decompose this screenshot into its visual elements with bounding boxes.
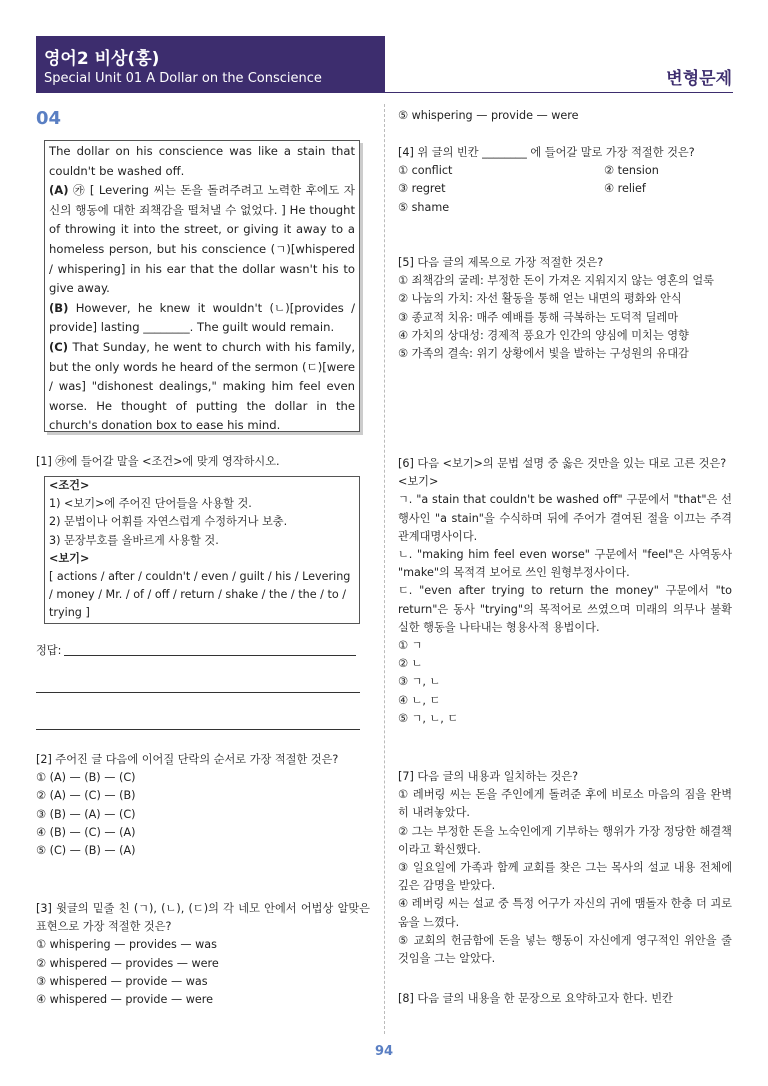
q6-bogi-heading: <보기> [398, 475, 439, 489]
q7-stem: [7] 다음 글의 내용과 일치하는 것은? [398, 770, 579, 783]
q2-option[interactable]: ③ (B) — (A) — (C) [36, 807, 136, 821]
q5-option[interactable]: ③ 종교적 치유: 매주 예배를 통해 극복하는 도덕적 딜레마 [398, 310, 679, 324]
answer-line[interactable] [36, 729, 360, 730]
q6-option[interactable]: ① ㄱ [398, 639, 423, 653]
q8-stem: [8] 다음 글의 내용을 한 문장으로 요약하고자 한다. 빈칸 [398, 992, 673, 1005]
question-5 [398, 254, 732, 363]
q3-option[interactable]: ① whispering — provides — was [36, 938, 217, 952]
passage-box [44, 140, 360, 432]
question-number: 04 [36, 108, 62, 129]
q6-stem: [6] 다음 <보기>의 문법 설명 중 옳은 것만을 있는 대로 고른 것은? [398, 457, 727, 470]
q7-option[interactable]: ⑤ 교회의 헌금함에 돈을 넣는 행동이 자신에게 영구적인 위안을 줄 것임을 그는 알았다. [398, 933, 732, 966]
q4-option[interactable]: ① conflict [398, 164, 453, 178]
q5-option[interactable]: ④ 가치의 상대성: 경제적 풍요가 인간의 양심에 미치는 영향 [398, 328, 689, 342]
question-2 [36, 751, 370, 860]
q2-option[interactable]: ④ (B) — (C) — (A) [36, 825, 136, 839]
header-rule [36, 92, 733, 93]
passage-a: (A) ㉮ [ Levering 씨는 돈을 돌려주려고 노력한 후에도 자신의 행동에 대한 죄책감을 떨쳐낼 수 없었다. ] He thought of throwing it into the street, or giving it away to a homeless person, but his conscience (ㄱ)[whispered / whispering] in his ear that the dollar wasn't his to give away. [49, 183, 355, 296]
q7-option[interactable]: ③ 일요일에 가족과 함께 교회를 찾은 그는 목사의 설교 내용 전체에 깊은 감명을 받았다. [398, 861, 732, 893]
q4-option[interactable]: ③ regret [398, 182, 446, 196]
q6-option[interactable]: ⑤ ㄱ, ㄴ, ㄷ [398, 711, 459, 725]
book-title: 영어2 비상(홍) [44, 49, 160, 69]
q3-option[interactable]: ③ whispered — provide — was [36, 974, 208, 988]
q6-option[interactable]: ② ㄴ [398, 657, 423, 671]
q4-option[interactable]: ② tension [604, 164, 659, 178]
q2-option[interactable]: ① (A) — (B) — (C) [36, 771, 136, 785]
q3-option[interactable]: ④ whispered — provide — were [36, 993, 213, 1007]
q5-option[interactable]: ① 죄책감의 굴레: 부정한 돈이 가져온 지워지지 않는 영혼의 얼룩 [398, 274, 714, 288]
q2-option[interactable]: ② (A) — (C) — (B) [36, 789, 136, 803]
section-marker: (A) [49, 183, 69, 198]
q4-option[interactable]: ④ relief [604, 182, 646, 196]
question-3 [36, 900, 370, 1009]
question-4 [398, 144, 732, 217]
q5-option[interactable]: ② 나눔의 가치: 자선 활동을 통해 얻는 내면의 평화와 안식 [398, 292, 682, 306]
passage-b: (B) However, he knew it wouldn't (ㄴ)[provides / provide] lasting ________. The guilt would remain. [49, 300, 355, 335]
answer-line[interactable] [64, 655, 356, 656]
bogi-heading: <보기> [49, 551, 90, 565]
q4-options [398, 162, 732, 217]
q6-option[interactable]: ③ ㄱ, ㄴ [398, 675, 441, 689]
q6-statement: ㄷ. "even after trying to return the money" 구문에서 "to return"은 동사 "trying"의 목적어로 쓰였으며 미래의 의무나 불확실한 행동을 나타내는 형용사적 용법이다. [398, 584, 732, 634]
page-number: 94 [374, 1044, 394, 1059]
passage-intro: The dollar on his conscience was like a stain that couldn't be washed off. [49, 144, 355, 178]
q6-statement: ㄱ. "a stain that couldn't be washed off" 구문에서 "that"은 선행사인 "a stain"을 수식하며 뒤에 주어가 결여된 절을 이끄는 주격 관계대명사이다. [398, 493, 732, 543]
word-bank: [ actions / after / couldn't / even / guilt / his / Levering / money / Mr. / of / off / return / shake / the / the / to / trying ] [49, 570, 351, 620]
q3-stem: [3] 윗글의 밑줄 친 (ㄱ), (ㄴ), (ㄷ)의 각 네모 안에서 어법상 알맞은 표현으로 가장 적절한 것은? [36, 902, 370, 934]
answer-line[interactable] [36, 692, 360, 693]
question-6 [398, 455, 732, 728]
q5-option[interactable]: ⑤ 가족의 결속: 위기 상황에서 빛을 발하는 구성원의 유대감 [398, 347, 689, 361]
q1-stem: [1] ㉮에 들어갈 말을 <조건>에 맞게 영작하시오. [36, 455, 280, 468]
q2-stem: [2] 주어진 글 다음에 이어질 단락의 순서로 가장 적절한 것은? [36, 753, 339, 766]
q6-option[interactable]: ④ ㄴ, ㄷ [398, 693, 441, 707]
answer-label: 정답: [36, 644, 62, 657]
q6-statement: ㄴ. "making him feel even worse" 구문에서 "feel"은 사역동사 "make"의 목적격 보어로 쓰인 원형부정사이다. [398, 548, 732, 580]
question-7 [398, 768, 732, 968]
condition-heading: <조건> [49, 479, 90, 492]
q1-condition-box [44, 476, 360, 624]
section-marker: (B) [49, 300, 69, 315]
passage-c: (C) That Sunday, he went to church with his family, but the only words he heard of the sermon (ㄷ)[were / was] "dishonest dealings," making him feel even worse. He thought of putting the dollar in the church's donation box to ease his mind. [49, 339, 355, 433]
q2-option[interactable]: ⑤ (C) — (B) — (A) [36, 844, 136, 858]
q3-option[interactable]: ② whispered — provides — were [36, 956, 219, 970]
q7-option[interactable]: ① 레버링 씨는 돈을 주인에게 돌려준 후에 비로소 마음의 짐을 완벽히 내려놓았다. [398, 788, 732, 820]
section-marker: (C) [49, 339, 69, 354]
q7-option[interactable]: ④ 레버링 씨는 설교 중 특정 어구가 자신의 귀에 맴돌자 한층 더 괴로움을 느꼈다. [398, 897, 732, 929]
condition-3: 3) 문장부호를 올바르게 사용할 것. [49, 533, 219, 547]
column-divider [384, 104, 385, 1034]
q7-option[interactable]: ② 그는 부정한 돈을 노숙인에게 기부하는 행위가 가장 정당한 해결책이라고 확신했다. [398, 824, 732, 856]
q3-option[interactable]: ⑤ whispering — provide — were [398, 109, 579, 122]
q4-stem: [4] 위 글의 빈칸 ________ 에 들어갈 말로 가장 적절한 것은? [398, 146, 695, 159]
condition-2: 2) 문법이나 어휘를 자연스럽게 수정하거나 보충. [49, 515, 288, 529]
q5-stem: [5] 다음 글의 제목으로 가장 적절한 것은? [398, 256, 604, 269]
unit-title: Special Unit 01 A Dollar on the Conscience [44, 71, 322, 86]
q4-option[interactable]: ⑤ shame [398, 200, 450, 214]
condition-1: 1) <보기>에 주어진 단어들을 사용할 것. [49, 497, 252, 511]
worksheet-type: 변형문제 [666, 69, 732, 89]
